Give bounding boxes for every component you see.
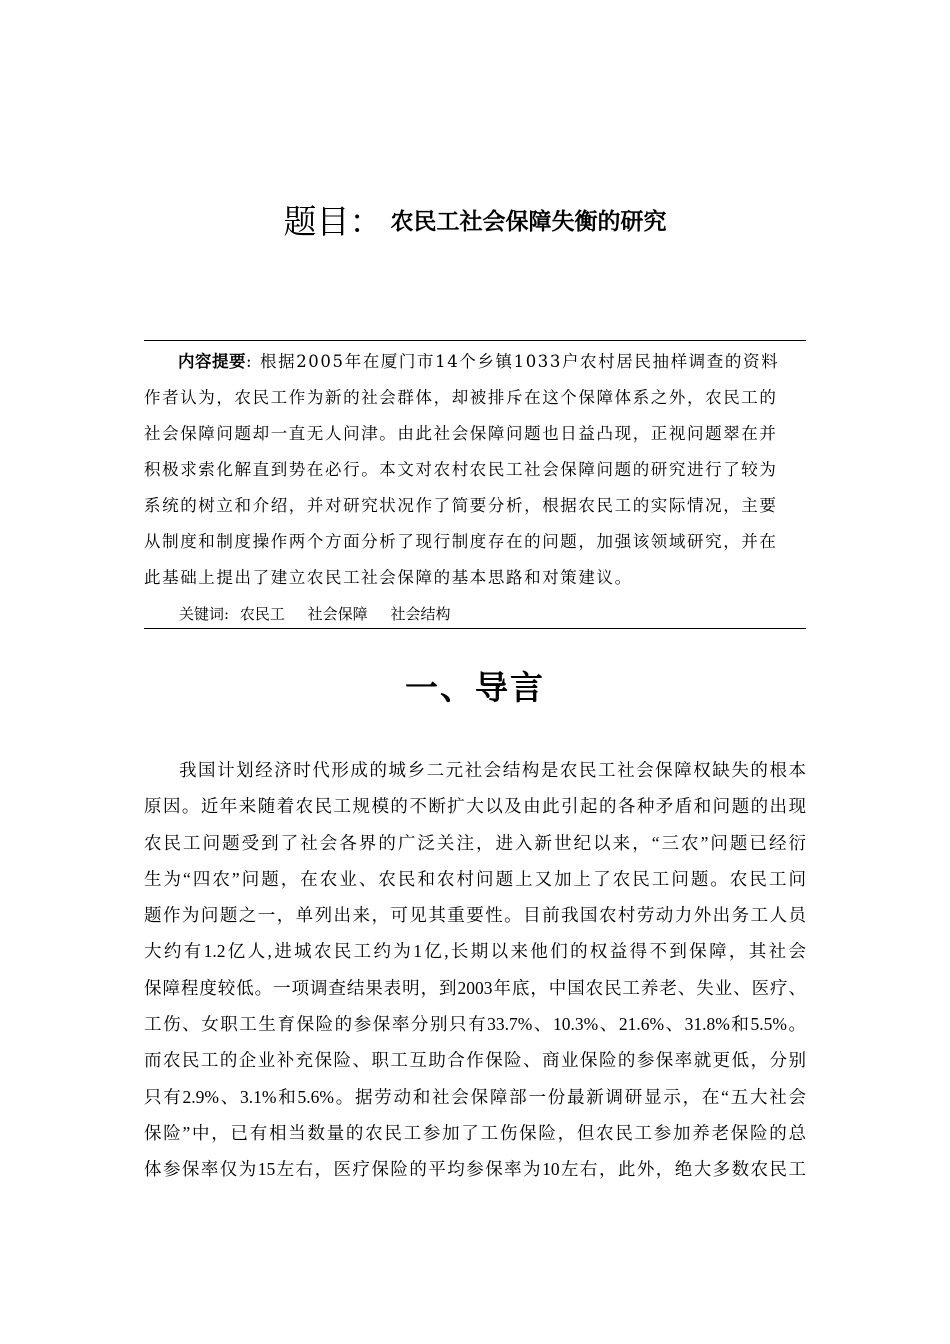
abstract-line	[144, 344, 806, 380]
abstract-line: 从制度和制度操作两个方面分析了现行制度存在的问题，加强该领域研究，并在	[144, 532, 778, 551]
abstract-line-text: : 根据2005年在厦门市14个乡镇1033户农村居民抽样调查的资料	[246, 352, 780, 371]
body-line: 原因。近年来随着农民工规模的不断扩大以及由此引起的各种矛盾和问题的出现	[144, 796, 806, 817]
keywords-label: 关键词:	[179, 605, 230, 623]
abstract-heading: 内容提要	[178, 352, 246, 371]
body-line: 大约有1.2亿人,进城农民工约为1亿,长期以来他们的权益得不到保障，其社会	[144, 941, 806, 962]
body-line: 工伤、女职工生育保险的参保率分别只有33.7%、10.3%、21.6%、31.8%和5.5%。	[144, 1014, 806, 1035]
body-line: 农民工问题受到了社会各界的广泛关注，进入新世纪以来，“三农”问题已经衍	[144, 832, 806, 853]
body-line: 题作为问题之一，单列出来，可见其重要性。目前我国农村劳动力外出务工人员	[144, 905, 806, 926]
keyword-item: 社会结构	[390, 605, 451, 623]
title-label: 题目：	[283, 202, 383, 241]
paper-title	[0, 196, 950, 243]
body-line: 保障程度较低。一项调查结果表明，到2003年底，中国农民工养老、失业、医疗、	[144, 977, 806, 998]
abstract-line: 积极求索化解直到势在必行。本文对农村农民工社会保障问题的研究进行了较为	[144, 460, 778, 479]
body-line: 只有2.9%、3.1%和5.6%。据劳动和社会保障部一份最新调研显示，在“五大社会	[144, 1086, 806, 1107]
abstract-line: 系统的树立和介绍，并对研究状况作了简要分析，根据农民工的实际情况，主要	[144, 496, 778, 515]
keyword-item: 社会保障	[307, 605, 368, 623]
section-heading: 一、导言	[405, 668, 545, 707]
abstract-line: 此基础上提出了建立农民工社会保障的基本思路和对策建议。	[144, 568, 633, 587]
abstract-bottom-rule	[144, 628, 806, 629]
title-text: 农民工社会保障失衡的研究	[390, 209, 667, 235]
abstract-line: 作者认为，农民工作为新的社会群体，却被排斥在这个保障体系之外，农民工的	[144, 388, 778, 407]
body-line: 保险”中，已有相当数量的农民工参加了工伤保险，但农民工参加养老保险的总	[144, 1122, 806, 1143]
body-line: 生为“四农”问题，在农业、农民和农村问题上又加上了农民工问题。农民工问	[144, 868, 806, 889]
body-line: 体参保率仅为15左右，医疗保险的平均参保率为10左右，此外，绝大多数农民工	[144, 1159, 806, 1180]
abstract-top-rule	[144, 340, 806, 341]
section-body	[144, 752, 806, 1188]
body-line: 而农民工的企业补充保险、职工互助合作保险、商业保险的参保率就更低，分别	[144, 1050, 806, 1071]
abstract-block	[144, 344, 806, 596]
keywords-line	[179, 603, 450, 624]
abstract-line: 社会保障问题却一直无人问津。由此社会保障问题也日益凸现，正视问题翠在并	[144, 424, 778, 443]
body-line: 我国计划经济时代形成的城乡二元社会结构是农民工社会保障权缺失的根本	[179, 760, 806, 780]
keyword-item: 农民工	[239, 605, 285, 623]
